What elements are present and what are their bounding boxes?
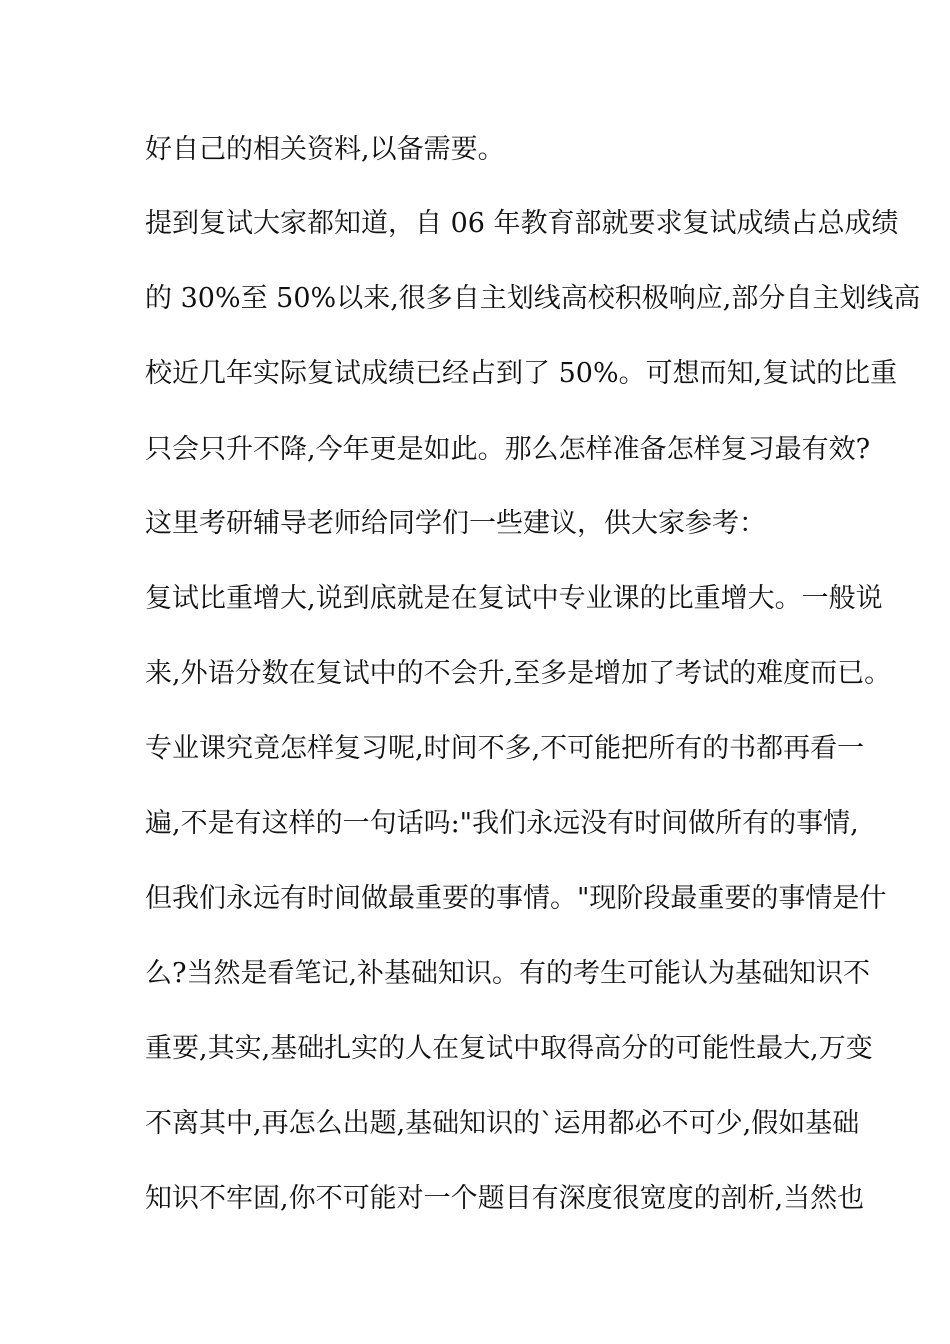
text-line: 么?当然是看笔记,补基础知识。有的考生可能认为基础知识不: [145, 958, 871, 989]
text-line: 只会只升不降,今年更是如此。那么怎样准备怎样复习最有效?: [145, 434, 871, 465]
text-line: 知识不牢固,你不可能对一个题目有深度很宽度的剖析,当然也: [145, 1183, 865, 1214]
text-line: 复试比重增大,说到底就是在复试中专业课的比重增大。一般说: [145, 583, 883, 614]
text-line: 重要,其实,基础扎实的人在复试中取得高分的可能性最大,万变: [145, 1033, 873, 1064]
text-line: 的 30%至 50%以来,很多自主划线高校积极响应,部分自主划线高: [145, 283, 921, 314]
text-line: 专业课究竟怎样复习呢,时间不多,不可能把所有的书都再看一: [145, 733, 865, 764]
text-line: 校近几年实际复试成绩已经占到了 50%。可想而知,复试的比重: [145, 358, 898, 389]
text-line: 提到复试大家都知道，自 06 年教育部就要求复试成绩占总成绩: [145, 208, 899, 239]
text-line: 这里考研辅导老师给同学们一些建议，供大家参考：: [145, 508, 766, 539]
text-line: 遍,不是有这样的一句话吗:"我们永远没有时间做所有的事情,: [145, 808, 859, 839]
text-line: 好自己的相关资料,以备需要。: [145, 134, 505, 165]
text-line: 不离其中,再怎么出题,基础知识的`运用都必不可少,假如基础: [145, 1108, 860, 1139]
text-line: 但我们永远有时间做最重要的事情。"现阶段最重要的事情是什: [145, 883, 887, 914]
text-line: 来,外语分数在复试中的不会升,至多是增加了考试的难度而已。: [145, 658, 892, 689]
